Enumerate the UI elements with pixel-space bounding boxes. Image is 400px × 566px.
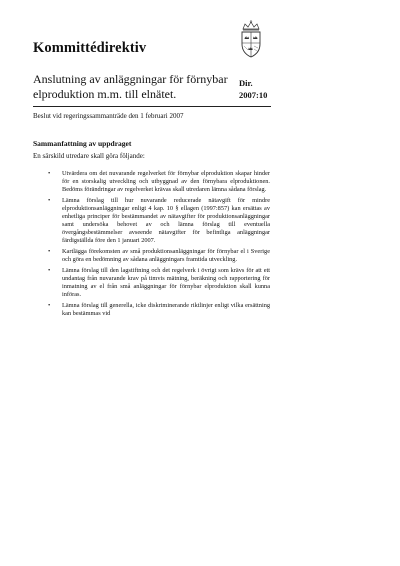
bullet-icon: •	[48, 266, 51, 274]
bullet-text: Lämna förslag till generella, icke diskriminerande riktlinjer enligt vilka ersättning kan bestämmas vid	[62, 301, 270, 317]
title-line-2: elproduktion m.m. till elnätet.	[33, 86, 177, 101]
directive-label	[239, 78, 267, 101]
list-item	[48, 196, 270, 246]
section-heading-summary: Sammanfattning av uppdraget	[33, 139, 132, 148]
bullet-icon: •	[48, 196, 51, 204]
list-item	[48, 266, 270, 299]
title-line-1: Anslutning av anläggningar för förnybar	[33, 72, 228, 86]
bullet-icon: •	[48, 301, 51, 309]
directive-prefix: Dir.	[239, 78, 253, 88]
bullet-icon: •	[48, 248, 51, 256]
list-item	[48, 170, 270, 194]
bullet-icon: •	[48, 170, 51, 177]
document-type-heading: Kommittédirektiv	[33, 40, 147, 56]
task-bullet-list	[48, 170, 270, 321]
list-item	[48, 248, 270, 264]
summary-intro: En särskild utredare skall göra följande:	[33, 152, 145, 160]
bullet-text: Kartlägga förekomsten av små produktionsanläggningar för förnybar el i Sverige och göra en bedömning av sådana anläggningars framtida utveckling.	[62, 248, 270, 264]
header-divider	[33, 106, 271, 107]
bullet-text: Utvärdera om det nuvarande regelverket för förnybar elproduktion skapar hinder för en storskalig utveckling och utbyggnad av den förnybara elproduktionen. Bedöms förändringar av regelverket krävas skall utredaren lämna sådana förslag.	[62, 170, 270, 194]
bullet-text: Lämna förslag till den lagstiftning och det regelverk i övrigt som krävs för att ett undantag från nuvarande krav på timvis mätning, beräkning och rapportering för inmatning av el från små anläggningar för förnybar elproduktion skall kunna införas.	[62, 266, 270, 299]
directive-number: 2007:10	[239, 89, 268, 100]
swedish-coat-of-arms-icon	[234, 20, 268, 60]
bullet-text: Lämna förslag till hur nuvarande reducerade nätavgift för mindre elproduktionsanläggningar enligt 4 kap. 10 § ellagen (1997:857) kan ersättas av enhetliga principer för bestämmandet av nätavgifter för produktionsanläggningar samt undersöka behovet av och lämna förslag till eventuella övergångsbestämmelser avseende nätavgifter för befintliga anläggningar färdigställda före den 1 januari 2007.	[62, 196, 270, 245]
document-title	[33, 72, 233, 101]
list-item	[48, 301, 270, 318]
decision-note: Beslut vid regeringssammanträde den 1 februari 2007	[33, 112, 184, 120]
